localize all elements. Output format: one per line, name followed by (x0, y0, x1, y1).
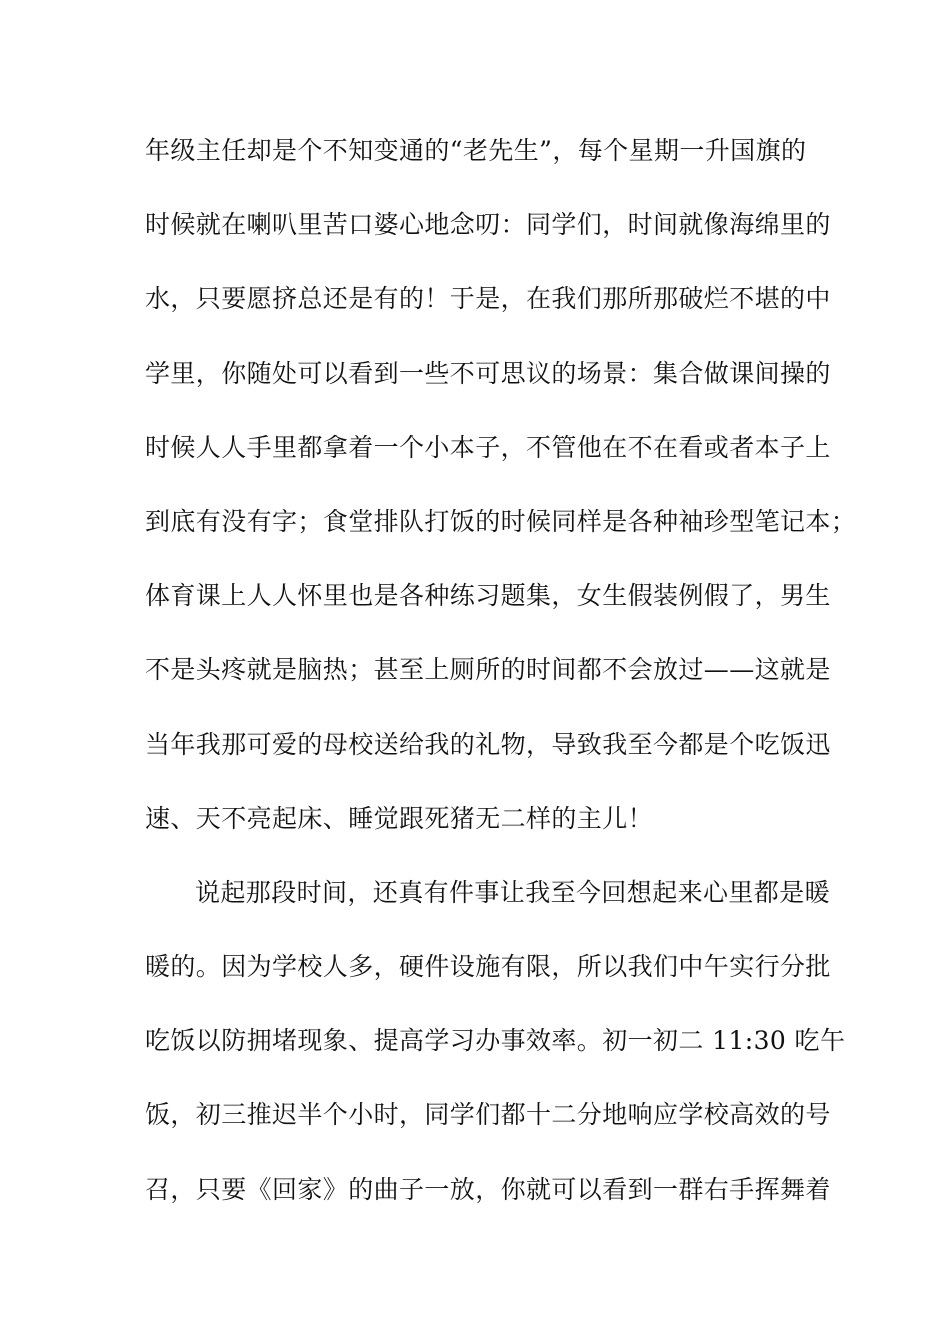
paragraph-first-line: 说起那段时间，还真有件事让我至今回想起来心里都是暖 (195, 877, 831, 907)
text-line: 召，只要《回家》的曲子一放，你就可以看到一群右手挥舞着 (145, 1174, 831, 1204)
text-line: 体育课上人人怀里也是各种练习题集，女生假装例假了，男生 (145, 581, 831, 611)
text-line: 年级主任却是个不知变通的“老先生”，每个星期一升国旗的 (145, 136, 807, 165)
text-line: 时候就在喇叭里苦口婆心地念叨：同学们，时间就像海绵里的 (145, 210, 831, 240)
text-line: 水，只要愿挤总还是有的！于是，在我们那所那破烂不堪的中 (145, 284, 831, 314)
text-line: 到底有没有字；食堂排队打饭的时候同样是各种袖珍型笔记本； (145, 506, 857, 536)
text-line: 不是头疼就是脑热；甚至上厕所的时间都不会放过——这就是 (145, 655, 831, 685)
text-line: 速、天不亮起床、睡觉跟死猪无二样的主儿！ (145, 803, 654, 833)
text-line: 当年我那可爱的母校送给我的礼物，导致我至今都是个吃饭迅 (145, 729, 831, 759)
body-text (145, 127, 857, 1240)
text-line: 时候人人手里都拿着一个小本子，不管他在不在看或者本子上 (145, 432, 831, 462)
text-line: 饭，初三推迟半个小时，同学们都十二分地响应学校高效的号 (145, 1100, 831, 1130)
text-line: 暖的。因为学校人多，硬件设施有限，所以我们中午实行分批 (145, 952, 831, 982)
text-line: 学里，你随处可以看到一些不可思议的场景：集合做课间操的 (145, 358, 831, 388)
text-line: 吃饭以防拥堵现象、提高学习办事效率。初一初二 11:30 吃午 (145, 1026, 846, 1056)
